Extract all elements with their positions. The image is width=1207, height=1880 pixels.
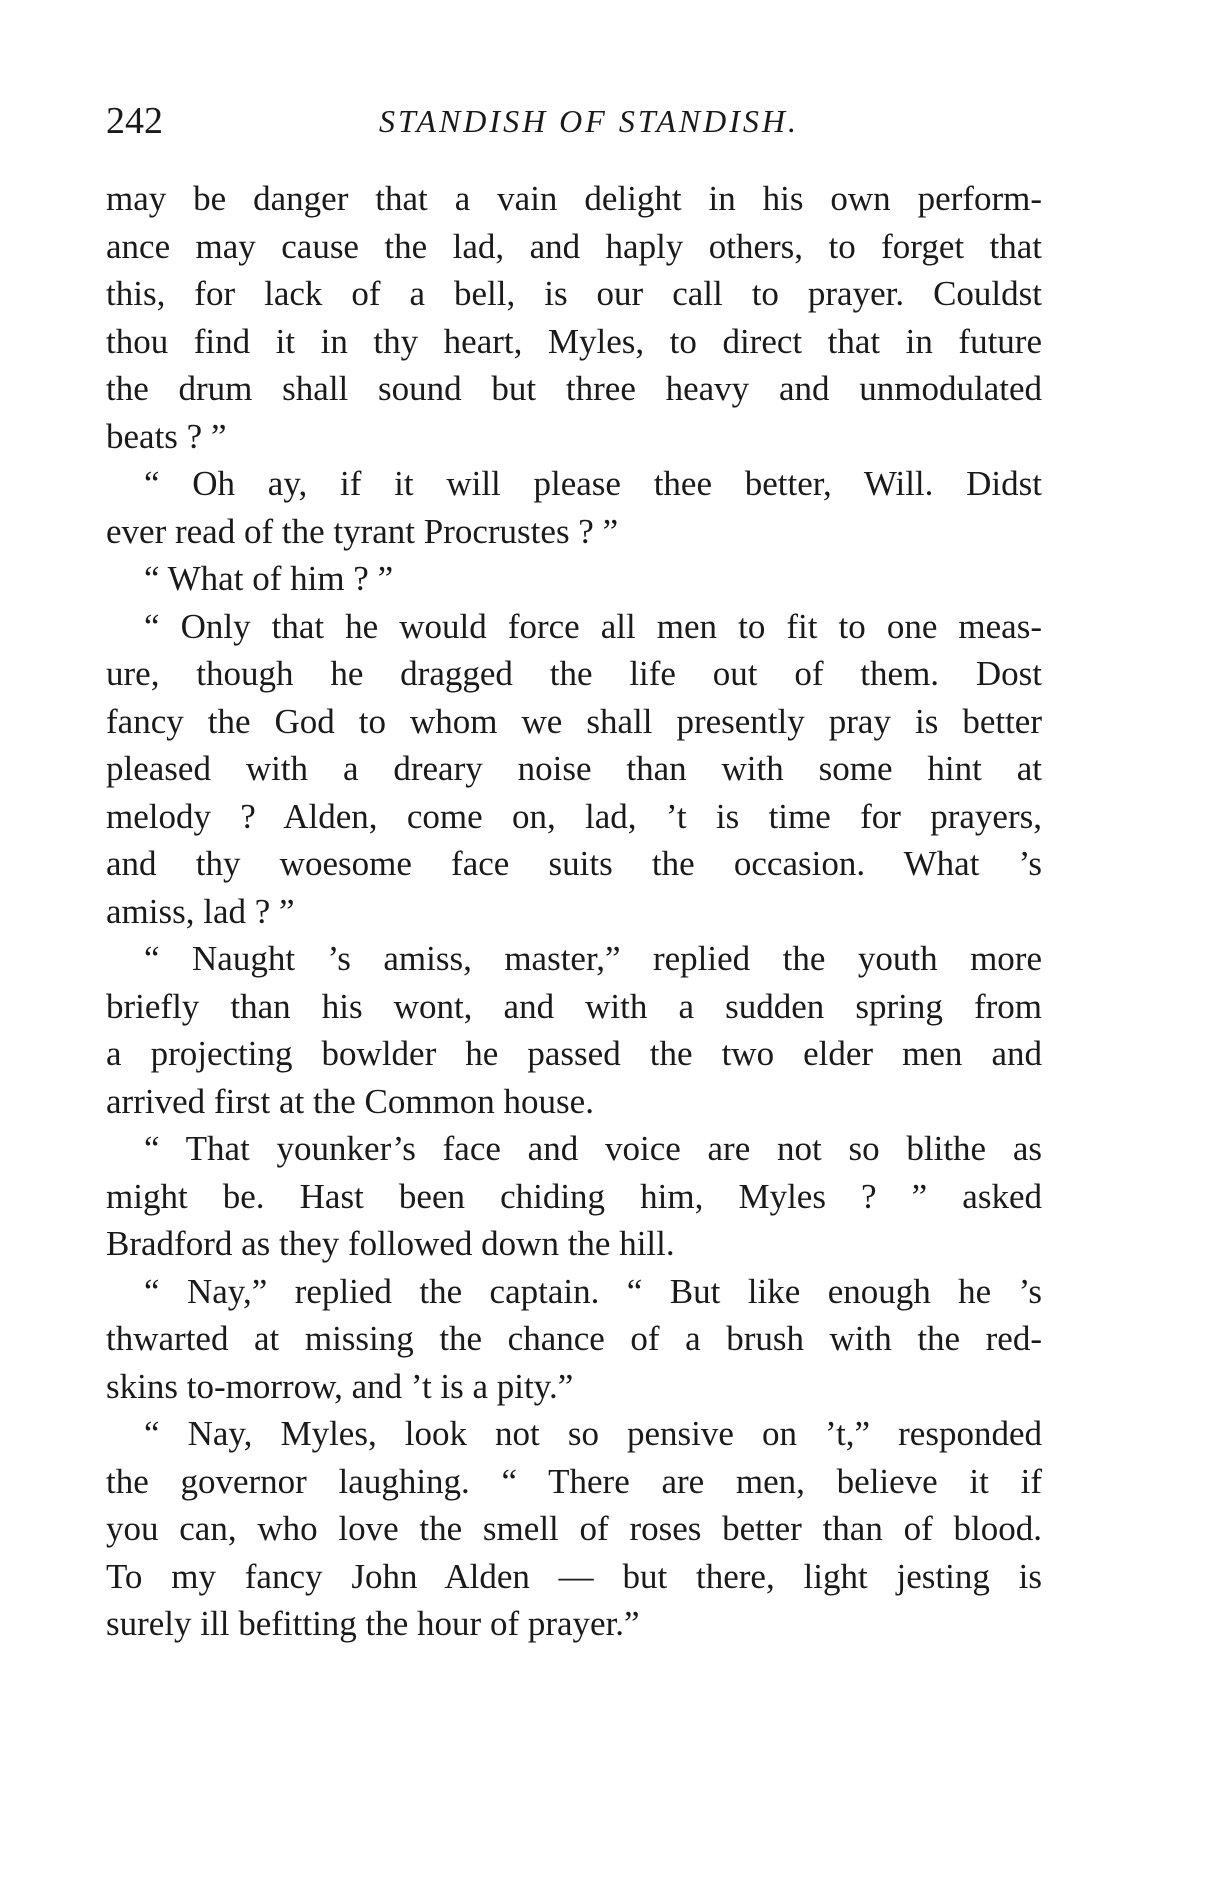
page-number: 242	[106, 100, 163, 142]
text-line: ure, though he dragged the life out of them. Dost	[106, 654, 1042, 693]
text-line: beats ? ”	[106, 416, 227, 456]
body-text	[106, 175, 1042, 1648]
text-line: skins to-morrow, and ’t is a pity.”	[106, 1366, 574, 1406]
text-line: thou find it in thy heart, Myles, to direct that in future	[106, 321, 1042, 361]
text-line: may be danger that a vain delight in his own perform-	[106, 179, 1042, 218]
text-line: this, for lack of a bell, is our call to prayer. Couldst	[106, 274, 1042, 313]
text-line: “ Only that he would force all men to fit to one meas-	[144, 606, 1042, 646]
text-line: “ Naught ’s amiss, master,” replied the youth more	[144, 939, 1042, 978]
text-line: “ What of him ? ”	[144, 559, 394, 598]
text-line: amiss, lad ? ”	[106, 891, 295, 931]
text-line: fancy the God to whom we shall presently pray is better	[106, 701, 1042, 741]
text-line: Bradford as they followed down the hill.	[106, 1224, 675, 1263]
text-line: and thy woesome face suits the occasion. What ’s	[106, 844, 1042, 883]
text-line: melody ? Alden, come on, lad, ’t is time for prayers,	[106, 796, 1042, 836]
text-line: To my fancy John Alden — but there, light jesting is	[106, 1556, 1042, 1596]
text-line: “ That younker’s face and voice are not so blithe as	[144, 1129, 1042, 1168]
text-line: briefly than his wont, and with a sudden spring from	[106, 986, 1042, 1026]
text-line: might be. Hast been chiding him, Myles ? ” asked	[106, 1176, 1042, 1216]
text-line: ance may cause the lad, and haply others, to forget that	[106, 226, 1042, 266]
text-line: ever read of the tyrant Procrustes ? ”	[106, 511, 619, 551]
text-line: “ Oh ay, if it will please thee better, Will. Didst	[144, 464, 1042, 503]
text-line: thwarted at missing the chance of a brush with the red-	[106, 1319, 1042, 1358]
running-head	[106, 96, 1042, 146]
text-line: surely ill befitting the hour of prayer.”	[106, 1604, 640, 1643]
text-line: the governor laughing. “ There are men, believe it if	[106, 1461, 1042, 1501]
text-line: pleased with a dreary noise than with some hint at	[106, 749, 1042, 788]
text-line: “ Nay, Myles, look not so pensive on ’t,” responded	[144, 1414, 1042, 1453]
text-line: the drum shall sound but three heavy and unmodulated	[106, 369, 1042, 408]
text-line: a projecting bowlder he passed the two elder men and	[106, 1034, 1042, 1073]
text-line: you can, who love the smell of roses better than of blood.	[106, 1509, 1042, 1548]
text-line: arrived first at the Common house.	[106, 1081, 594, 1121]
text-line: “ Nay,” replied the captain. “ But like enough he ’s	[144, 1271, 1042, 1311]
running-title: STANDISH OF STANDISH.	[378, 103, 800, 139]
